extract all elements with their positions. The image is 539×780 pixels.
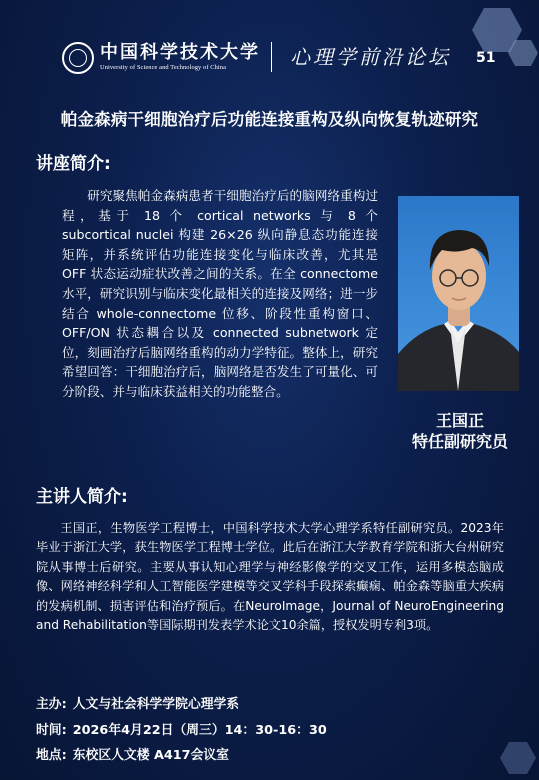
speaker-heading: 主讲人简介: xyxy=(36,487,128,507)
speaker-title: 特任副研究员 xyxy=(411,432,508,451)
host-value: 人文与社会科学学院心理学系 xyxy=(72,697,240,712)
time-label: 时间: xyxy=(36,723,67,738)
university-logo-text xyxy=(100,42,260,72)
place-line xyxy=(36,746,229,766)
host-line xyxy=(36,695,239,715)
time-value: 2026年4月22日（周三）14：30-16：30 xyxy=(72,723,327,738)
place-label: 地点: xyxy=(36,748,67,763)
forum-number: 51 xyxy=(476,50,496,66)
host-label: 主办: xyxy=(36,697,67,712)
header xyxy=(0,34,539,82)
university-logo-icon xyxy=(62,42,94,74)
lecture-title: 帕金森病干细胞治疗后功能连接重构及纵向恢复轨迹研究 xyxy=(60,110,479,129)
forum-name: 心理学前沿论坛 xyxy=(290,45,451,69)
speaker-photo xyxy=(398,196,519,391)
header-divider xyxy=(271,42,272,72)
university-name-cn: 中国科学技术大学 xyxy=(100,42,260,63)
time-line xyxy=(36,721,327,741)
place-value: 东校区人文楼 A417会议室 xyxy=(72,748,229,763)
speaker-name: 王国正 xyxy=(435,411,484,430)
intro-heading: 讲座简介: xyxy=(36,154,111,174)
intro-paragraph: 研究聚焦帕金森病患者干细胞治疗后的脑网络重构过程，基于 18 个 cortical networks 与 8 个 subcortical nuclei 构建 26×26 纵向静息态功能连接矩阵，并系统评估功能连接变化与临床改善，尤其是 OFF 状态运动症状改善之间的关系。在全 connectome 水平，研究识别与临床变化最相关的连接及网络；进一步结合 whole-connectome 位移、阶段性重构窗口、OFF/ON 状态耦合以及 connected subnetwork 定位，刻画治疗后脑网络重构的动力学特征。整体上，研究希望回答：干细胞治疗后，脑网络是否发生了可量化、可分阶段、并与临床获益相关的功能整合。 xyxy=(62,188,378,399)
speaker-bio: 王国正，生物医学工程博士，中国科学技术大学心理学系特任副研究员。2023年毕业于浙江大学，获生物医学工程博士学位。此后在浙江大学教育学院和浙大台州研究院从事博士后研究。主要从事认知心理学与神经影像学的交叉工作，运用多模态脑成像、网络神经科学和人工智能医学建模等交叉学科手段探索癫痫、帕金森等脑重大疾病的发病机制、损害评估和治疗预后。在NeuroImage，Journal of NeuroEngineering and Rehabilitation等国际期刊发表学术论文10余篇，授权发明专利3项。 xyxy=(36,521,504,633)
hexagon-decoration-bottom xyxy=(500,742,536,774)
university-name-en: University of Science and Technology of China xyxy=(100,64,227,71)
